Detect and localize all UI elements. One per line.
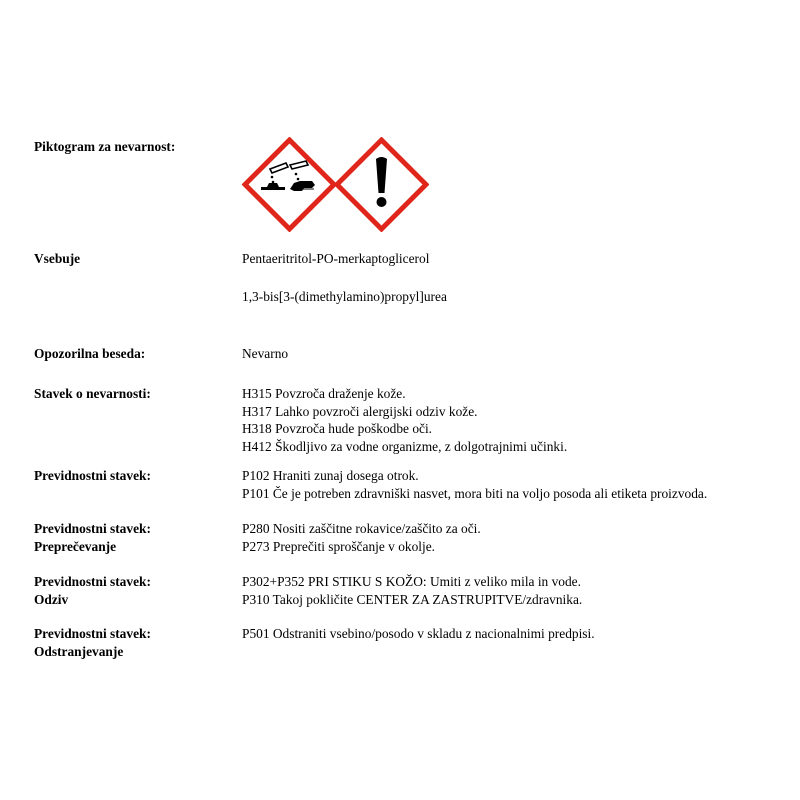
precautionary-general-label: Previdnostni stavek: xyxy=(34,468,151,483)
pictogram-label: Piktogram za nevarnost: xyxy=(34,139,176,154)
precautionary-response-statements xyxy=(242,573,582,608)
hazard-statement: H315 Povzroča draženje kože. xyxy=(242,386,406,401)
precautionary-statement: P102 Hraniti zunaj dosega otrok. xyxy=(242,468,419,483)
precautionary-response-label xyxy=(34,573,151,608)
precautionary-statement: P501 Odstraniti vsebino/posodo v skladu z nacionalnimi predpisi. xyxy=(242,626,595,641)
precautionary-prevention-statements xyxy=(242,520,481,555)
precautionary-response-label-line: Previdnostni stavek: xyxy=(34,574,151,589)
precautionary-response-label-line: Odziv xyxy=(34,591,69,607)
signal-word-label: Opozorilna beseda: xyxy=(34,346,146,361)
precautionary-general-statements xyxy=(242,467,707,502)
precautionary-statement: P302+P352 PRI STIKU S KOŽO: Umiti z veliko mila in vode. xyxy=(242,574,581,589)
contains-value-1: Pentaeritritol-PO-merkaptoglicerol xyxy=(242,251,430,266)
contains-label: Vsebuje xyxy=(34,251,81,266)
precautionary-statement: P310 Takoj pokličite CENTER ZA ZASTRUPITVE/zdravnika. xyxy=(242,591,583,607)
precautionary-prevention-label xyxy=(34,520,151,555)
exclamation-mark-icon xyxy=(334,137,429,232)
corrosion-icon xyxy=(242,137,337,232)
precautionary-prevention-label-line: Preprečevanje xyxy=(34,538,117,554)
precautionary-disposal-statements xyxy=(242,625,595,643)
precautionary-disposal-label-line: Previdnostni stavek: xyxy=(34,626,151,641)
precautionary-statement: P101 Če je potreben zdravniški nasvet, mora biti na voljo posoda ali etiketa proizvoda. xyxy=(242,485,708,501)
hazard-pictograms xyxy=(242,137,432,232)
signal-word-value: Nevarno xyxy=(242,346,289,361)
hazard-statements xyxy=(242,385,567,455)
contains-value-2: 1,3-bis[3-(dimethylamino)propyl]urea xyxy=(242,289,447,304)
hazard-statement: H412 Škodljivo za vodne organizme, z dolgotrajnimi učinki. xyxy=(242,438,568,454)
precautionary-statement: P280 Nositi zaščitne rokavice/zaščito za oči. xyxy=(242,521,481,536)
precautionary-statement: P273 Preprečiti sproščanje v okolje. xyxy=(242,538,436,554)
hazard-statement: H318 Povzroča hude poškodbe oči. xyxy=(242,421,433,437)
hazard-label: Stavek o nevarnosti: xyxy=(34,386,151,401)
precautionary-prevention-label-line: Previdnostni stavek: xyxy=(34,521,151,536)
precautionary-disposal-label xyxy=(34,625,151,660)
precautionary-disposal-label-line: Odstranjevanje xyxy=(34,643,124,659)
hazard-statement: H317 Lahko povzroči alergijski odziv kože. xyxy=(242,403,478,419)
